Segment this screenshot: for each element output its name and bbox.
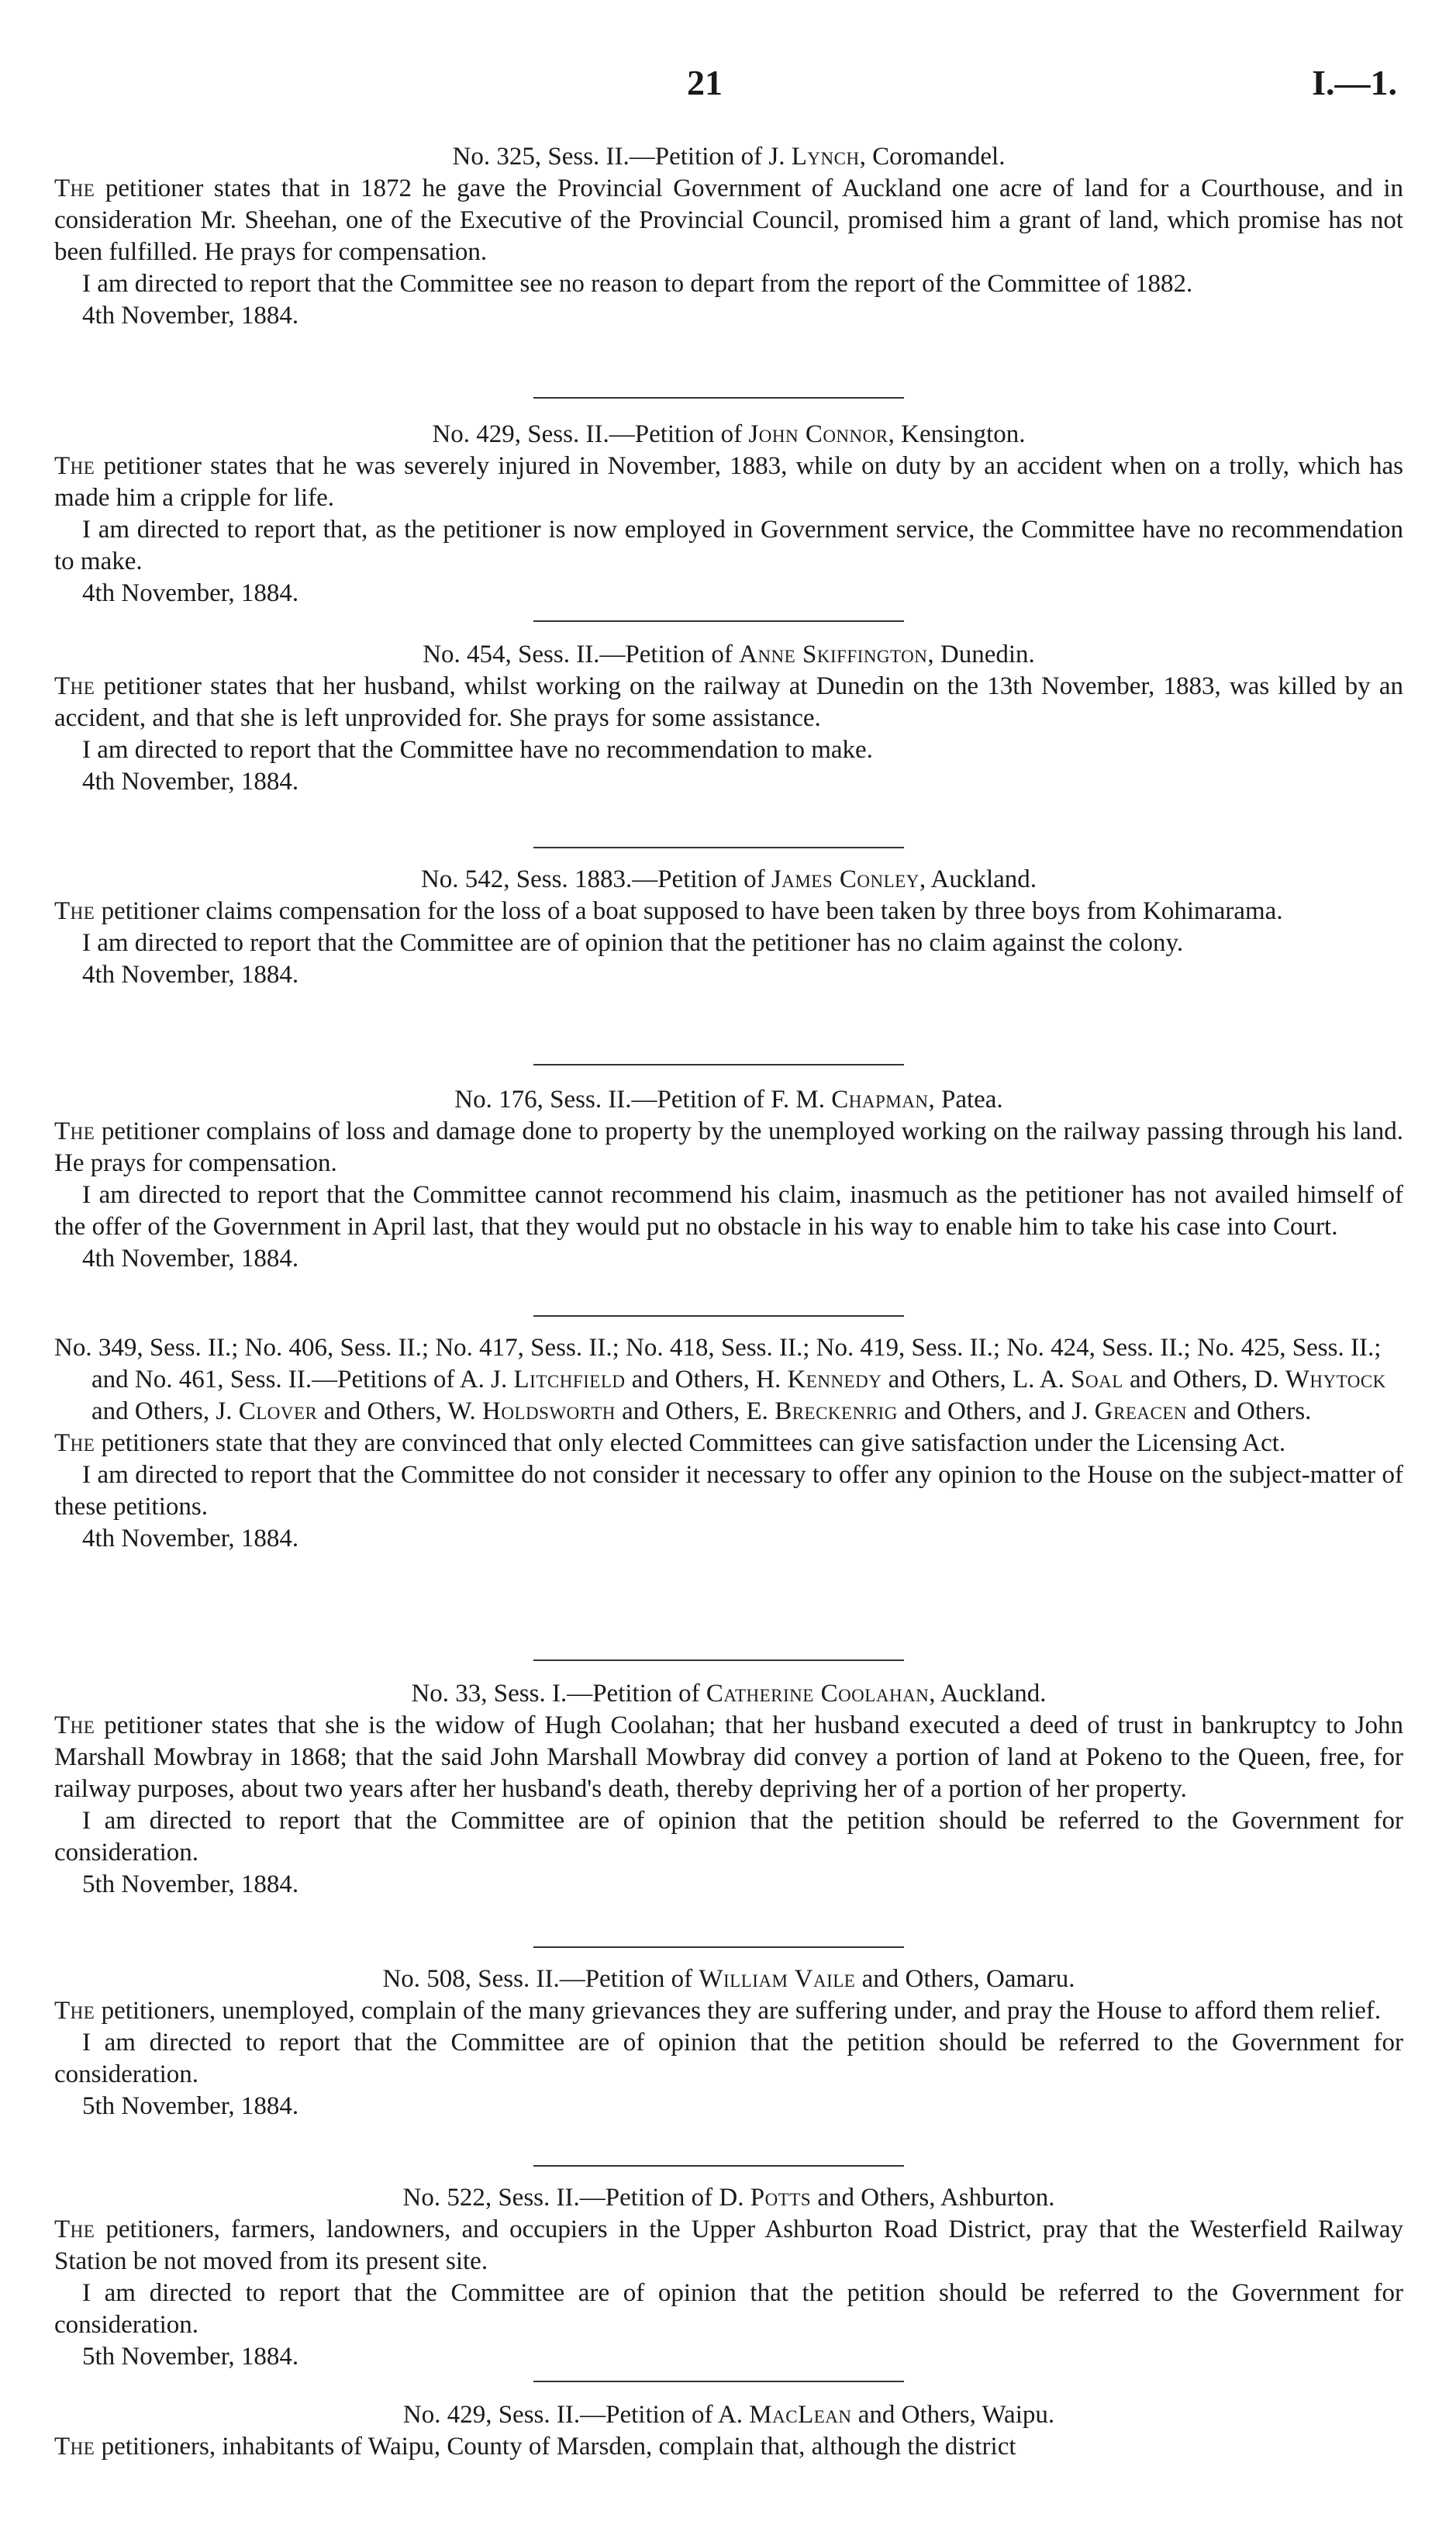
report-date: 5th November, 1884. [82, 1870, 299, 1898]
page-number: 21 [687, 63, 723, 102]
committee-report: I am directed to report that the Committee cannot recommend his claim, inasmuch as the petitioner has not availed himself of the offer of the Government in April last, that they would put no obstacle in his way to enable him to take his case into Court. [54, 1181, 1403, 1241]
petition-statement: The petitioners, farmers, landowners, and occupiers in the Upper Ashburton Road District, pray that the Westerfield Railway Station be not moved from its present site. [54, 2215, 1403, 2275]
committee-report: I am directed to report that the Committee are of opinion that the petition should be referred to the Government for consideration. [54, 1807, 1403, 1867]
petition-statement: The petitioner states that he was severely injured in November, 1883, while on duty by an accident when on a trolly, which has made him a cripple for life. [54, 452, 1403, 512]
report-date: 5th November, 1884. [82, 2092, 299, 2120]
committee-report: I am directed to report that the Committee are of opinion that the petitioner has no claim against the colony. [82, 929, 1184, 957]
petition-statement: The petitioners, unemployed, complain of the many grievances they are suffering under, and pray the House to afford them relief. [54, 1997, 1382, 2025]
petition-entry-licensing-group [54, 1332, 1403, 1555]
petitioner-name: Chapman [831, 1086, 929, 1114]
petitioner-name: Breckenrig [775, 1397, 898, 1425]
petition-entry-176 [54, 1084, 1403, 1275]
petition-title: No. 522, Sess. II.—Petition of D. Potts and Others, Ashburton. [402, 2184, 1055, 2212]
petitioner-name: Litchfield [513, 1366, 626, 1394]
petition-entry-522 [54, 2182, 1403, 2373]
committee-report: I am directed to report that the Committee do not consider it necessary to offer any opinion to the House on the subject-matter of these petitions. [54, 1461, 1403, 1521]
petitioner-name: Holdsworth [482, 1397, 616, 1425]
petition-entry-508 [54, 1963, 1403, 2122]
petition-title: No. 508, Sess. II.—Petition of William Vaile and Others, Oamaru. [382, 1965, 1075, 1993]
parliamentary-paper-reference: I.—1. [1312, 63, 1397, 102]
petitioner-name: Kennedy [787, 1366, 882, 1394]
petition-title: No. 33, Sess. I.—Petition of Catherine Coolahan, Auckland. [411, 1680, 1047, 1708]
petitioner-name: Catherine Coolahan [706, 1680, 930, 1708]
report-date: 5th November, 1884. [82, 2343, 299, 2371]
petitioner-name: William Vaile [699, 1965, 856, 1993]
petitioner-name: James Conley [771, 865, 919, 893]
section-divider [533, 847, 904, 848]
report-date: 4th November, 1884. [82, 961, 299, 989]
report-date: 4th November, 1884. [82, 1245, 299, 1273]
petition-statement: The petitioners, inhabitants of Waipu, County of Marsden, complain that, although the district [54, 2433, 1016, 2461]
committee-report: I am directed to report that the Committee have no recommendation to make. [82, 736, 873, 764]
petitioner-name: Whytock [1285, 1366, 1386, 1394]
petitioner-name: MacLean [749, 2401, 852, 2429]
section-divider [533, 1315, 904, 1317]
petition-entry-33 [54, 1678, 1403, 1901]
section-divider [533, 2165, 904, 2167]
section-divider [533, 2381, 904, 2382]
petition-title: No. 176, Sess. II.—Petition of F. M. Chapman, Patea. [454, 1086, 1003, 1114]
petition-entry-429-maclean [54, 2399, 1403, 2463]
report-date: 4th November, 1884. [82, 1525, 299, 1552]
petition-title: No. 429, Sess. II.—Petition of John Connor, Kensington. [432, 420, 1026, 448]
petitioner-name: Potts [750, 2184, 812, 2212]
petition-entry-542 [54, 864, 1403, 991]
petitioner-name: Lynch [791, 143, 860, 171]
petition-title: No. 429, Sess. II.—Petition of A. MacLean and Others, Waipu. [402, 2401, 1055, 2429]
petition-statement: The petitioners state that they are convinced that only elected Committees can give satisfaction under the Licensing Act. [54, 1429, 1286, 1457]
section-divider [533, 397, 904, 399]
section-divider [533, 620, 904, 622]
petition-statement: The petitioner states that her husband, whilst working on the railway at Dunedin on the 13th November, 1883, was killed by an accident, and that she is left unprovided for. She prays for some assistance. [54, 672, 1403, 732]
report-date: 4th November, 1884. [82, 302, 299, 330]
petition-statement: The petitioner states that in 1872 he gave the Provincial Government of Auckland one acre of land for a Courthouse, and in consideration Mr. Sheehan, one of the Executive of the Provincial Council, promised him a grant of land, which promise has not been fulfilled. He prays for compensation. [54, 174, 1403, 266]
report-date: 4th November, 1884. [82, 768, 299, 796]
petition-title: No. 454, Sess. II.—Petition of Anne Skiffington, Dunedin. [423, 641, 1035, 668]
petition-statement: The petitioner states that she is the widow of Hugh Coolahan; that her husband executed a deed of trust in bankruptcy to John Marshall Mowbray in 1868; that the said John Marshall Mowbray did convey a portion of land at Pokeno to the Queen, free, for railway purposes, about two years after her husband's death, thereby depriving her of a portion of her property. [54, 1711, 1403, 1803]
petitioner-name: Anne Skiffington [739, 641, 928, 668]
petitioner-name: Soal [1071, 1366, 1123, 1394]
report-date: 4th November, 1884. [82, 579, 299, 607]
committee-report: I am directed to report that the Committee are of opinion that the petition should be referred to the Government for consideration. [54, 2029, 1403, 2088]
petition-statement: The petitioner claims compensation for the loss of a boat supposed to have been taken by three boys from Kohimarama. [54, 897, 1283, 925]
petition-entry-429-connor [54, 419, 1403, 610]
petitioner-name: John Connor [748, 420, 888, 448]
committee-report: I am directed to report that the Committee are of opinion that the petition should be referred to the Government for consideration. [54, 2279, 1403, 2339]
petition-title: No. 542, Sess. 1883.—Petition of James Conley, Auckland. [420, 865, 1037, 893]
petitioner-name: Clover [238, 1397, 318, 1425]
petition-title: No. 349, Sess. II.; No. 406, Sess. II.; No. 417, Sess. II.; No. 418, Sess. II.; No. 419, Sess. II.; No. 424, Sess. II.; No. 425, Sess. II.; and No. 461, Sess. II.—Petitions of A. J. Litchfield and Others, H. Kennedy and Others, L. A. Soal and Others, D. Whytock and Others, J. Clover and Others, W. Holdsworth and Others, E. Breckenrig and Others, and J. Greacen and Others. [54, 1334, 1386, 1425]
section-divider [533, 1659, 904, 1661]
section-divider [533, 1064, 904, 1065]
petition-entry-454 [54, 639, 1403, 798]
section-divider [533, 1946, 904, 1948]
committee-report: I am directed to report that the Committee see no reason to depart from the report of the Committee of 1882. [82, 270, 1193, 298]
petition-title: No. 325, Sess. II.—Petition of J. Lynch, Coromandel. [452, 143, 1006, 171]
petitioner-name: Greacen [1094, 1397, 1188, 1425]
committee-report: I am directed to report that, as the petitioner is now employed in Government service, the Committee have no recommendation to make. [54, 516, 1403, 575]
petition-entry-325 [54, 141, 1403, 332]
petition-statement: The petitioner complains of loss and damage done to property by the unemployed working on the railway passing through his land. He prays for compensation. [54, 1117, 1403, 1177]
